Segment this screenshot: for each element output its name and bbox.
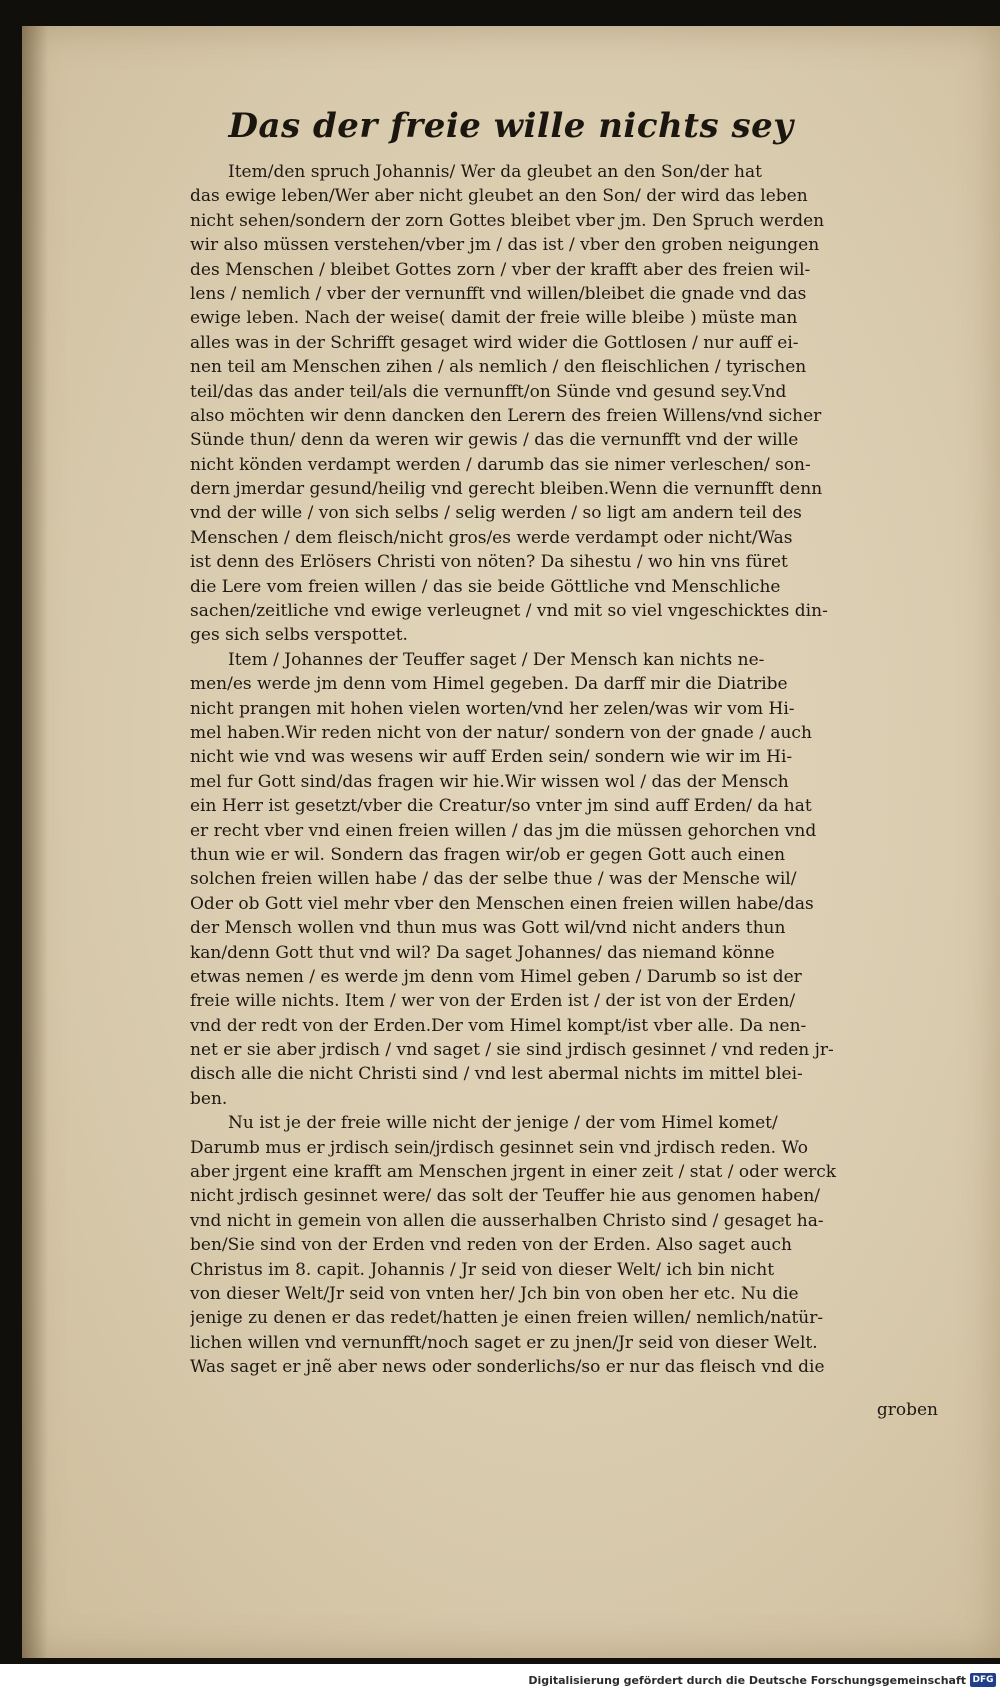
text-line: also möchten wir denn dancken den Lerern des freien Willens/vnd sicher [190,405,822,426]
text-line: Item/den spruch Johannis/ Wer da gleubet an den Son/der hat [228,162,762,182]
text-line: nicht könden verdampt werden / darumb das sie nimer verleschen/ son- [190,454,811,475]
text-line: Sünde thun/ denn da weren wir gewis / das die vernunfft vnd der wille [190,430,799,451]
footer-bar [0,1664,1000,1706]
text-line: nicht wie vnd was wesens wir auff Erden sein/ sondern wie wir im Hi- [190,747,793,768]
text-line: ges sich selbs verspottet. [190,625,408,646]
text-line: jenige zu denen er das redet/hatten je einen freien willen/ nemlich/natür- [190,1308,824,1329]
text-line: solchen freien willen habe / das der selbe thue / was der Mensche wil/ [190,869,797,890]
text-line: men/es werde jm denn vom Himel gegeben. Da darff mir die Diatribe [190,674,788,695]
text-line: disch alle die nicht Christi sind / vnd lest abermal nichts im mittel blei- [190,1064,803,1085]
text-line: nicht jrdisch gesinnet were/ das solt der Teuffer hie aus genomen haben/ [190,1186,821,1207]
text-line: wir also müssen verstehen/vber jm / das ist / vber den groben neigungen [190,235,820,256]
text-line: mel fur Gott sind/das fragen wir hie.Wir wissen wol / das der Mensch [190,771,789,792]
text-line: Item / Johannes der Teuffer saget / Der Mensch kan nichts ne- [228,649,765,670]
text-line: etwas nemen / es werde jm denn vom Himel geben / Darumb so ist der [190,966,802,987]
text-line: des Menschen / bleibet Gottes zorn / vber der krafft aber des freien wil- [190,259,811,280]
text-line: mel haben.Wir reden nicht von der natur/ sondern von der gnade / auch [190,722,812,743]
text-line: teil/das das ander teil/als die vernunfft/on Sünde vnd gesund sey.Vnd [190,381,787,402]
text-line: kan/denn Gott thut vnd wil? Da saget Johannes/ das niemand könne [190,942,775,963]
text-line: ein Herr ist gesetzt/vber die Creatur/so vnter jm sind auff Erden/ da hat [190,796,812,817]
text-line: Nu ist je der freie wille nicht der jenige / der vom Himel komet/ [228,1113,778,1134]
text-line: die Lere vom freien willen / das sie beide Göttliche vnd Menschliche [190,576,781,597]
text-line: das ewige leben/Wer aber nicht gleubet an den Son/ der wird das leben [190,186,808,207]
text-line: sachen/zeitliche vnd ewige verleugnet / vnd mit so viel vngeschicktes din- [190,601,828,622]
text-line: von dieser Welt/Jr seid von vnten her/ Jch bin von oben her etc. Nu die [190,1283,799,1304]
dfg-logo: DFG [970,1673,996,1687]
book-page [22,26,1000,1658]
text-line: ist denn des Erlösers Christi von nöten? Da sihestu / wo hin vns füret [190,552,788,573]
page-heading: Das der freie wille nichts sey [228,106,794,146]
text-line: Was saget er jnẽ aber news oder sonderlichs/so er nur das fleisch vnd die [190,1357,825,1378]
body-text [190,160,950,1380]
text-line: aber jrgent eine krafft am Menschen jrgent in einer zeit / stat / oder werck [190,1162,837,1183]
text-line: nen teil am Menschen zihen / als nemlich / den fleischlichen / tyrischen [190,357,807,378]
text-line: nicht prangen mit hohen vielen worten/vnd her zelen/was wir vom Hi- [190,698,795,719]
text-line: Menschen / dem fleisch/nicht gros/es werde verdampt oder nicht/Was [190,527,793,548]
text-line: der Mensch wollen vnd thun mus was Gott wil/vnd nicht anders thun [190,918,786,939]
text-line: ben. [190,1088,228,1109]
text-line: Darumb mus er jrdisch sein/jrdisch gesinnet sein vnd jrdisch reden. Wo [190,1137,809,1158]
text-line: dern jmerdar gesund/heilig vnd gerecht bleiben.Wenn die vernunfft denn [190,479,823,500]
text-line: Christus im 8. capit. Johannis / Jr seid von dieser Welt/ ich bin nicht [190,1259,775,1280]
text-line: net er sie aber jrdisch / vnd saget / sie sind jrdisch gesinnet / vnd reden jr- [190,1040,834,1061]
text-line: nicht sehen/sondern der zorn Gottes bleibet vber jm. Den Spruch werden [190,210,825,231]
text-line: freie wille nichts. Item / wer von der Erden ist / der ist von der Erden/ [190,991,796,1012]
text-line: alles was in der Schrifft gesaget wird wider die Gottlosen / nur auff ei- [190,332,799,353]
text-line: vnd der wille / von sich selbs / selig werden / so ligt am andern teil des [190,503,802,524]
text-line: vnd nicht in gemein von allen die ausserhalben Christo sind / gesaget ha- [190,1210,824,1231]
text-line: Oder ob Gott viel mehr vber den Menschen einen freien willen habe/das [190,893,814,914]
text-line: thun wie er wil. Sondern das fragen wir/ob er gegen Gott auch einen [190,844,786,865]
text-line: er recht vber vnd einen freien willen / das jm die müssen gehorchen vnd [190,820,817,841]
text-line: vnd der redt von der Erden.Der vom Himel kompt/ist vber alle. Da nen- [190,1015,807,1036]
text-line: ewige leben. Nach der weise( damit der freie wille bleibe ) müste man [190,308,798,329]
text-line: lens / nemlich / vber der vernunfft vnd willen/bleibet die gnade vnd das [190,283,807,304]
funding-credit: Digitalisierung gefördert durch die Deutsche Forschungsgemeinschaft [528,1674,966,1687]
catchword: groben [876,1400,938,1420]
text-line: lichen willen vnd vernunfft/noch saget er zu jnen/Jr seid von dieser Welt. [190,1332,818,1353]
text-line: ben/Sie sind von der Erden vnd reden von der Erden. Also saget auch [190,1235,792,1256]
